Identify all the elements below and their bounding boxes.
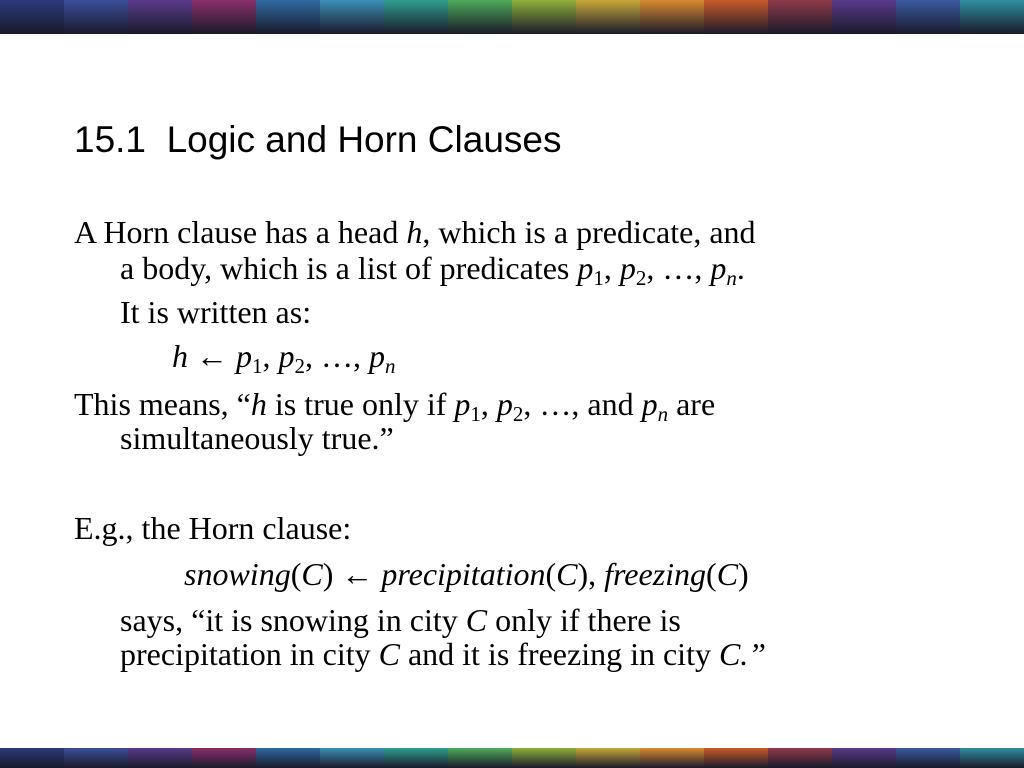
band-stripe bbox=[704, 748, 768, 768]
left-arrow-icon: ← bbox=[333, 556, 382, 592]
definition-line-2: a body, which is a list of predicates $p_1$, $p_2$, …, $p_n$. bbox=[120, 250, 745, 290]
horn-formula: h ← $p_1$, $p_2$, …, $p_n$ bbox=[172, 338, 396, 378]
band-stripe bbox=[896, 748, 960, 768]
example-clause: snowing(C) ← precipitation(C), freezing(C) bbox=[184, 556, 749, 592]
band-stripe bbox=[128, 748, 192, 768]
band-stripe bbox=[0, 748, 64, 768]
band-stripe bbox=[448, 748, 512, 768]
definition-line-1: A Horn clause has a head h, which is a predicate, and bbox=[74, 214, 756, 250]
explanation-line-1: says, “it is snowing in city C only if there is bbox=[120, 602, 681, 638]
band-stripe bbox=[64, 748, 128, 768]
band-stripe bbox=[512, 748, 576, 768]
left-arrow-icon: ← bbox=[188, 338, 236, 374]
band-stripe bbox=[576, 748, 640, 768]
band-stripe bbox=[640, 748, 704, 768]
meaning-line-1: This means, “h is true only if $p_1$, $p_2$, …, and $p_n$ are bbox=[74, 386, 716, 426]
example-intro: E.g., the Horn clause: bbox=[74, 510, 352, 546]
band-stripe bbox=[320, 748, 384, 768]
band-stripe bbox=[256, 748, 320, 768]
explanation-line-2: precipitation in city C and it is freezing in city C.” bbox=[120, 636, 767, 672]
band-stripe bbox=[832, 748, 896, 768]
meaning-line-2: simultaneously true.” bbox=[120, 420, 394, 456]
band-stripe bbox=[960, 748, 1024, 768]
written-as-line: It is written as: bbox=[120, 294, 312, 330]
slide-title: 15.1 Logic and Horn Clauses bbox=[74, 119, 562, 160]
bottom-color-band bbox=[0, 748, 1024, 768]
band-stripe bbox=[384, 748, 448, 768]
band-stripe bbox=[768, 748, 832, 768]
band-stripe bbox=[192, 748, 256, 768]
